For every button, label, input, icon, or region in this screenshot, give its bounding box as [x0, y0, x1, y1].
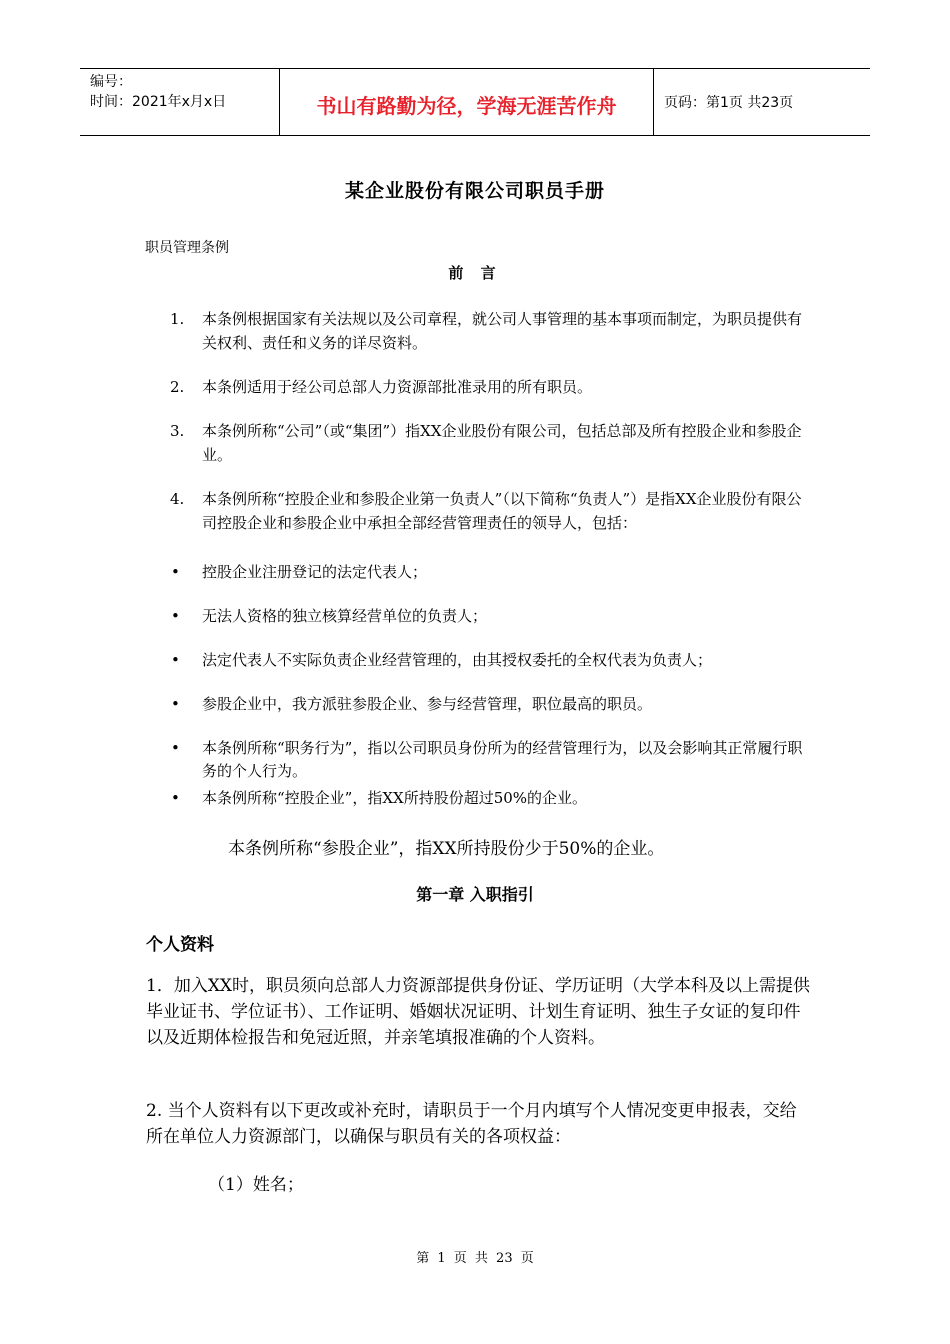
numbered-item	[170, 487, 810, 535]
bullet-item	[171, 737, 811, 783]
bullet-text: 无法人资格的独立核算经营单位的负责人；	[202, 607, 488, 625]
bullet-text: 本条例所称“职务行为”，指以公司职员身份所为的经营管理行为，以及会影响其正常履行职务的个人行为。	[202, 739, 803, 780]
item-number: 3.	[170, 422, 185, 440]
bullet-text: 法定代表人不实际负责企业经营管理的，由其授权委托的全权代表为负责人；	[202, 651, 713, 669]
tail-text: 本条例所称“参股企业”，指XX所持股份少于50%的企业。	[228, 839, 665, 859]
bullet-dot: •	[171, 607, 180, 625]
header-table	[80, 68, 870, 136]
sub-item: （1）姓名；	[208, 1175, 304, 1195]
bullet-item	[171, 787, 811, 810]
item-text: 本条例根据国家有关法规以及公司章程，就公司人事管理的基本事项而制定，为职员提供有关权利、责任和义务的详尽资料。	[202, 310, 803, 352]
item-number: 4.	[170, 490, 185, 508]
bullet-text: 控股企业注册登记的法定代表人；	[202, 563, 428, 581]
item-number: 1.	[170, 310, 185, 328]
bullet-text: 本条例所称“控股企业”，指XX所持股份超过50%的企业。	[202, 789, 588, 807]
bullet-dot: •	[171, 563, 180, 581]
item-text: 本条例所称“公司”（或“集团”）指XX企业股份有限公司，包括总部及所有控股企业和参股企业。	[202, 422, 802, 464]
numbered-item	[170, 307, 810, 355]
header-number: 编号：	[90, 74, 132, 90]
bullet-item	[171, 649, 811, 672]
bullet-item	[171, 693, 811, 716]
chapter-heading: 第一章 入职指引	[416, 885, 534, 904]
section-heading: 个人资料	[146, 935, 214, 955]
bullet-dot: •	[171, 695, 180, 713]
bullet-item	[171, 561, 811, 584]
header-page-count: 页码：第1页 共23页	[664, 95, 794, 111]
paragraph: 1．加入XX时，职员须向总部人力资源部提供身份证、学历证明（大学本科及以上需提供毕业证书、学位证书）、工作证明、婚姻状况证明、计划生育证明、独生子女证的复印件以及近期体检报告和免冠近照，并亲笔填报准确的个人资料。	[146, 976, 811, 1048]
numbered-item	[170, 419, 810, 467]
header-motto: 书山有路勤为径，学海无涯苦作舟	[280, 69, 654, 135]
bullet-text: 参股企业中，我方派驻参股企业、参与经营管理，职位最高的职员。	[202, 695, 653, 713]
preface-heading: 前 言	[448, 264, 502, 282]
document-title: 某企业股份有限公司职员手册	[344, 180, 605, 202]
item-text: 本条例所称“控股企业和参股企业第一负责人”（以下简称“负责人”）是指XX企业股份有限公司控股企业和参股企业中承担全部经营管理责任的领导人，包括：	[202, 490, 802, 532]
bullet-dot: •	[171, 651, 180, 669]
item-number: 2.	[170, 378, 185, 396]
document-subtitle: 职员管理条例	[145, 240, 229, 256]
numbered-item	[170, 375, 810, 399]
bullet-dot: •	[171, 789, 180, 807]
page-footer: 第 1 页 共 23 页	[416, 1251, 534, 1266]
header-meta	[80, 69, 280, 135]
bullet-dot: •	[171, 739, 180, 757]
bullet-item	[171, 605, 811, 628]
header-date: 时间：2021年x月x日	[90, 94, 227, 110]
paragraph: 2. 当个人资料有以下更改或补充时，请职员于一个月内填写个人情况变更申报表，交给所在单位人力资源部门，以确保与职员有关的各项权益：	[146, 1101, 797, 1147]
item-text: 本条例适用于经公司总部人力资源部批准录用的所有职员。	[202, 378, 593, 396]
